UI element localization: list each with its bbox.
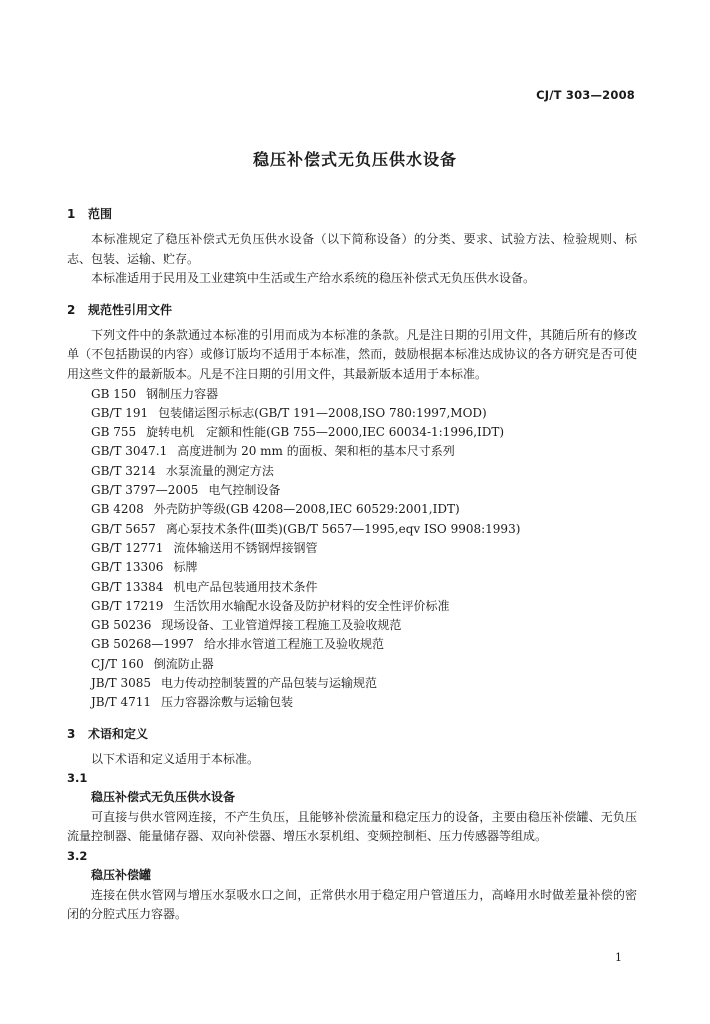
section-number: 3 xyxy=(67,726,76,741)
term-definition: 连接在供水管网与增压水泵吸水口之间，正常供水用于稳定用户管道压力，高峰用水时做差量补偿的密闭的分腔式压力容器。 xyxy=(67,887,637,922)
reference-title: 电气控制设备 xyxy=(208,483,281,498)
reference-title: 钢制压力容器 xyxy=(146,386,219,401)
term-number: 3.2 xyxy=(67,848,88,863)
reference-code: JB/T 3085 xyxy=(91,676,152,691)
reference-item xyxy=(67,674,637,693)
reference-item xyxy=(67,520,637,539)
reference-item xyxy=(67,578,637,597)
reference-list xyxy=(67,385,637,713)
reference-title: 倒流防止器 xyxy=(153,656,214,671)
section-heading-2 xyxy=(67,301,637,320)
reference-item xyxy=(67,655,637,674)
reference-code: GB/T 13306 xyxy=(91,560,164,575)
reference-title: 流体输送用不锈钢焊接钢管 xyxy=(173,540,318,555)
term-number: 3.1 xyxy=(67,771,88,786)
section-heading-3 xyxy=(67,725,637,744)
reference-item xyxy=(67,404,637,423)
section-number: 1 xyxy=(67,207,76,221)
reference-title: 高度进制为 20 mm 的面板、架和柜的基本尺寸系列 xyxy=(177,444,455,459)
reference-title: 旋转电机 定额和性能(GB 755—2000,IEC 60034-1:1996,IDT) xyxy=(146,425,505,440)
reference-title: 外壳防护等级(GB 4208—2008,IEC 60529:2001,IDT) xyxy=(153,502,460,517)
reference-code: GB 150 xyxy=(91,386,137,401)
reference-code: GB/T 3797—2005 xyxy=(91,483,199,498)
section-title: 术语和定义 xyxy=(88,726,149,741)
reference-title: 离心泵技术条件(Ⅲ类)(GB/T 5657—1995,eqv ISO 9908:1993) xyxy=(165,521,521,536)
reference-title: 生活饮用水输配水设备及防护材料的安全性评价标准 xyxy=(173,598,450,613)
reference-item xyxy=(67,635,637,654)
reference-code: GB/T 191 xyxy=(91,405,149,420)
reference-item xyxy=(67,423,637,442)
reference-title: 给水排水管道工程施工及验收规范 xyxy=(203,637,384,652)
reference-item xyxy=(67,539,637,558)
reference-item xyxy=(67,462,637,481)
reference-item xyxy=(67,500,637,519)
reference-code: GB/T 3214 xyxy=(91,463,156,478)
standard-code: CJ/T 303—2008 xyxy=(536,88,635,102)
reference-code: GB/T 12771 xyxy=(91,540,164,555)
document-body xyxy=(67,205,637,925)
reference-item xyxy=(67,558,637,577)
reference-item xyxy=(67,385,637,404)
paragraph: 下列文件中的条款通过本标准的引用而成为本标准的条款。凡是注日期的引用文件，其随后所有的修改单（不包括勘误的内容）或修订版均不适用于本标准，然而，鼓励根据本标准达成协议的各方研究是否可使用这些文件的最新版本。凡是不注日期的引用文件，其最新版本适用于本标准。 xyxy=(67,327,637,381)
term-name: 稳压补偿罐 xyxy=(91,867,152,882)
reference-title: 现场设备、工业管道焊接工程施工及验收规范 xyxy=(161,618,402,633)
reference-code: GB/T 3047.1 xyxy=(91,444,168,459)
reference-code: GB/T 17219 xyxy=(91,598,164,613)
section-number: 2 xyxy=(67,302,76,317)
term-definition: 可直接与供水管网连接，不产生负压，且能够补偿流量和稳定压力的设备，主要由稳压补偿罐、无负压流量控制器、能量储存器、双向补偿器、增压水泵机组、变频控制柜、压力传感器等组成。 xyxy=(67,809,637,844)
section-title: 规范性引用文件 xyxy=(88,302,173,317)
reference-code: JB/T 4711 xyxy=(91,695,152,710)
paragraph: 本标准规定了稳压补偿式无负压供水设备（以下简称设备）的分类、要求、试验方法、检验规则、标志、包装、运输、贮存。 xyxy=(67,232,637,266)
term-name: 稳压补偿式无负压供水设备 xyxy=(91,790,236,805)
section-title: 范围 xyxy=(88,207,113,221)
reference-title: 压力容器涂敷与运输包装 xyxy=(161,695,294,710)
reference-code: GB 755 xyxy=(91,425,137,440)
reference-title: 电力传动控制装置的产品包装与运输规范 xyxy=(161,676,378,691)
reference-title: 机电产品包装通用技术条件 xyxy=(173,579,318,594)
reference-item xyxy=(67,481,637,500)
document-title: 稳压补偿式无负压供水设备 xyxy=(252,150,457,169)
reference-item xyxy=(67,597,637,616)
reference-item xyxy=(67,693,637,712)
reference-item xyxy=(67,442,637,461)
reference-code: GB/T 13384 xyxy=(91,579,164,594)
reference-title: 标牌 xyxy=(173,560,198,575)
reference-title: 包装储运图示标志(GB/T 191—2008,ISO 780:1997,MOD) xyxy=(158,405,487,420)
reference-code: CJ/T 160 xyxy=(91,656,144,671)
paragraph: 以下术语和定义适用于本标准。 xyxy=(91,751,260,766)
page-number: 1 xyxy=(615,951,622,964)
reference-code: GB 4208 xyxy=(91,502,144,517)
reference-title: 水泵流量的测定方法 xyxy=(165,463,274,478)
reference-code: GB/T 5657 xyxy=(91,521,156,536)
section-heading-1 xyxy=(67,205,637,224)
reference-code: GB 50268—1997 xyxy=(91,637,194,652)
reference-item xyxy=(67,616,637,635)
reference-code: GB 50236 xyxy=(91,618,152,633)
paragraph: 本标准适用于民用及工业建筑中生活或生产给水系统的稳压补偿式无负压供水设备。 xyxy=(91,271,536,286)
